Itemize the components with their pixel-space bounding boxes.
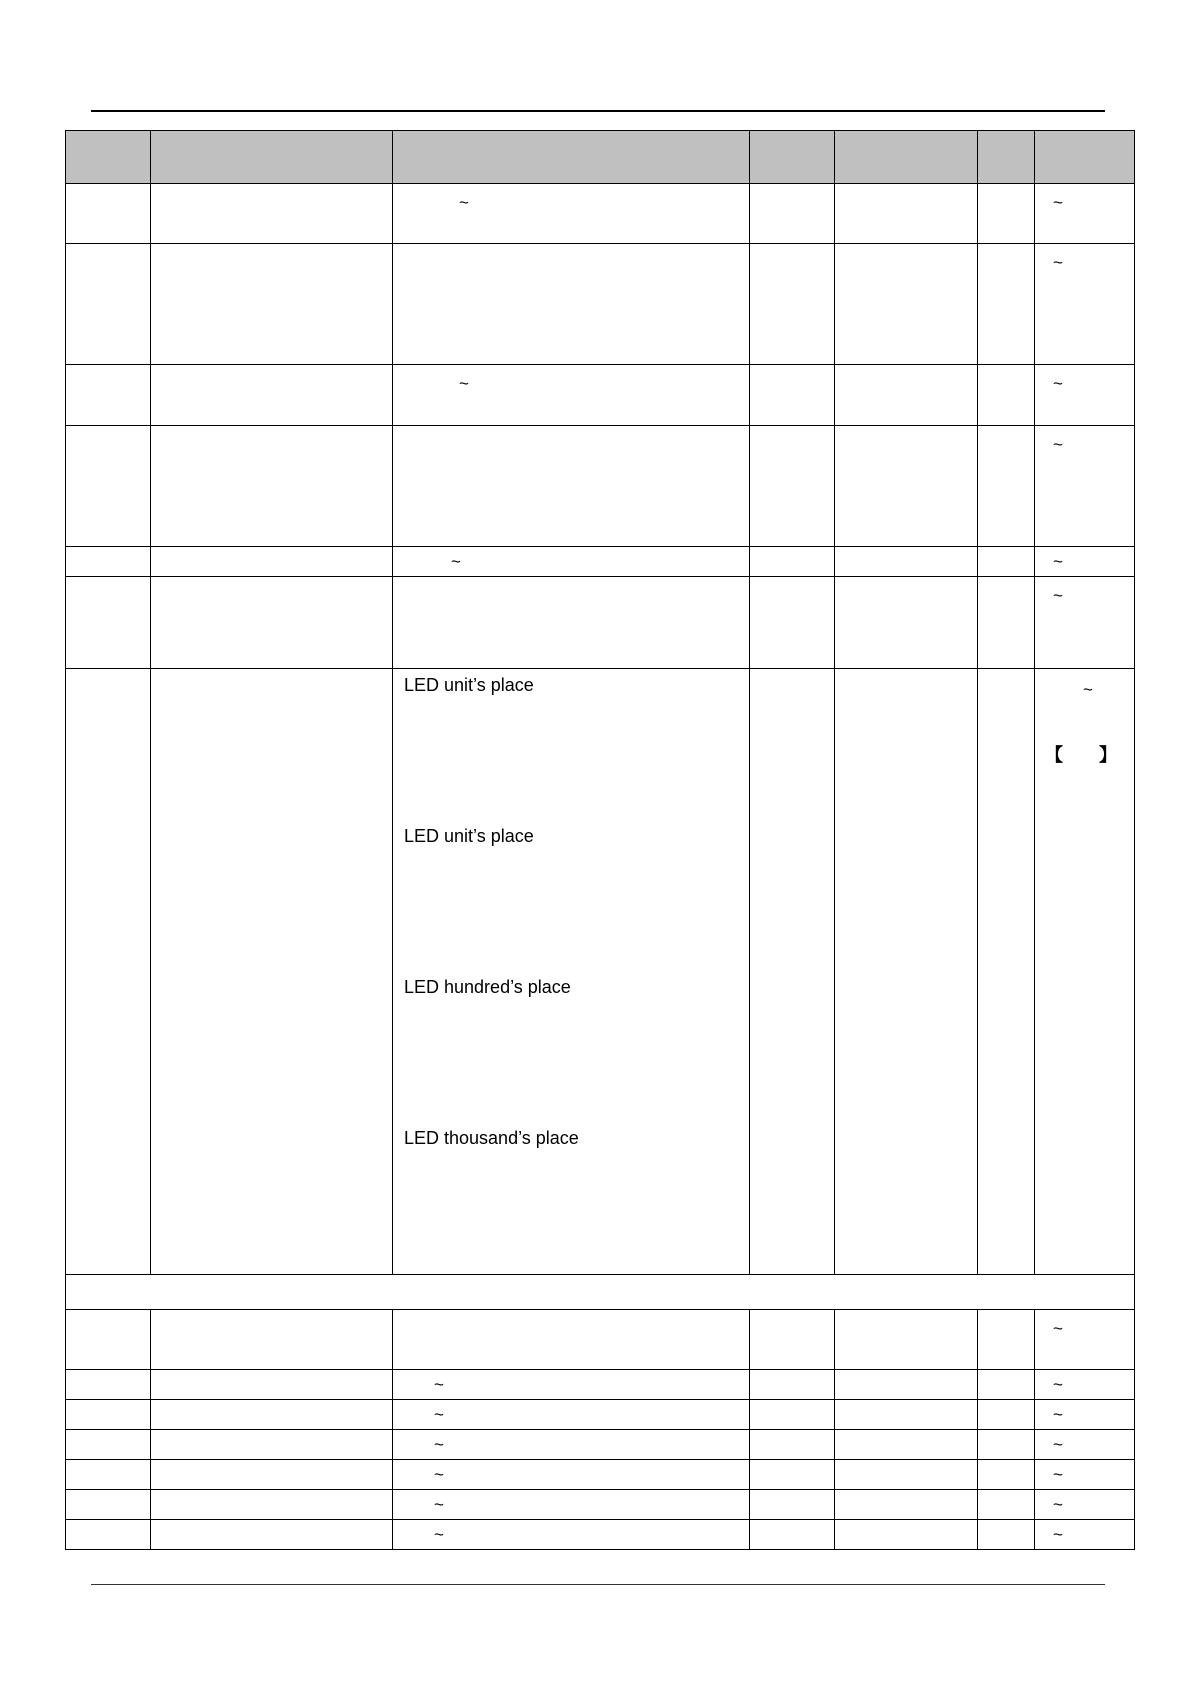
table-cell	[151, 1520, 393, 1550]
range-tilde: ~	[1053, 1525, 1063, 1544]
table-cell-description	[393, 426, 750, 547]
table-cell-description	[393, 577, 750, 669]
table-cell	[66, 184, 151, 244]
header-cell-code	[66, 131, 151, 184]
table-cell	[66, 1460, 151, 1490]
table-cell-range	[1035, 1400, 1135, 1430]
table-row	[66, 577, 1135, 669]
table-cell	[750, 547, 835, 577]
range-tilde: ~	[1053, 1405, 1063, 1424]
table-cell	[66, 1310, 151, 1370]
table-cell-range	[1035, 547, 1135, 577]
table-cell	[835, 1310, 978, 1370]
table-cell-description	[393, 1400, 750, 1430]
table-header-row	[66, 131, 1135, 184]
table-cell	[750, 244, 835, 365]
table-cell	[835, 577, 978, 669]
table-row	[66, 1520, 1135, 1550]
table-cell	[66, 1400, 151, 1430]
range-tilde: ~	[1053, 1465, 1063, 1484]
table-cell	[978, 1370, 1035, 1400]
table-cell	[750, 426, 835, 547]
description-tilde: ~	[434, 1435, 444, 1454]
table-cell-description	[393, 1490, 750, 1520]
table-cell-led-description	[393, 669, 750, 1275]
table-cell	[978, 1490, 1035, 1520]
table-cell-range	[1035, 365, 1135, 426]
table-cell	[978, 1520, 1035, 1550]
table-cell	[151, 1460, 393, 1490]
header-cell-range	[1035, 131, 1135, 184]
table-cell	[978, 244, 1035, 365]
table-cell	[978, 426, 1035, 547]
table-cell	[66, 577, 151, 669]
table-cell	[66, 1490, 151, 1520]
range-tilde: ~	[1053, 1435, 1063, 1454]
table-cell	[978, 669, 1035, 1275]
table-row	[66, 1310, 1135, 1370]
table-body-led	[66, 669, 1135, 1310]
table-cell	[750, 1310, 835, 1370]
footer-rule	[91, 1584, 1105, 1585]
table-cell-description	[393, 365, 750, 426]
description-tilde: ~	[459, 374, 469, 393]
header-cell-name	[151, 131, 393, 184]
table-cell	[835, 1460, 978, 1490]
table-cell-range	[1035, 1430, 1135, 1460]
table-row	[66, 365, 1135, 426]
table-cell-range	[1035, 1520, 1135, 1550]
table-cell	[151, 244, 393, 365]
table-cell-description	[393, 1430, 750, 1460]
table-cell	[750, 577, 835, 669]
range-tilde: ~	[1083, 680, 1093, 699]
table-cell	[66, 1520, 151, 1550]
section-title	[66, 1275, 1135, 1310]
table-cell	[835, 244, 978, 365]
table-cell-range	[1035, 1370, 1135, 1400]
table-row	[66, 1400, 1135, 1430]
table-cell	[750, 1460, 835, 1490]
description-tilde: ~	[434, 1375, 444, 1394]
range-tilde: ~	[1053, 1495, 1063, 1514]
header-cell-default	[835, 131, 978, 184]
table-cell	[835, 1490, 978, 1520]
description-tilde: ~	[459, 193, 469, 212]
header-cell-description	[393, 131, 750, 184]
table-cell-range	[1035, 1310, 1135, 1370]
header-rule	[91, 110, 1105, 112]
table-cell	[978, 1310, 1035, 1370]
table-cell-description	[393, 1310, 750, 1370]
table-cell	[750, 1400, 835, 1430]
table-cell	[750, 1430, 835, 1460]
table-cell	[66, 547, 151, 577]
table-cell	[835, 184, 978, 244]
table-cell-description	[393, 547, 750, 577]
table-cell	[978, 184, 1035, 244]
table-cell	[151, 1490, 393, 1520]
table-row	[66, 184, 1135, 244]
table-cell	[151, 1370, 393, 1400]
table-cell	[151, 184, 393, 244]
table-cell	[978, 1400, 1035, 1430]
section-row	[66, 1275, 1135, 1310]
table-cell	[151, 365, 393, 426]
table-cell-description	[393, 184, 750, 244]
range-tilde: ~	[1053, 435, 1063, 454]
table-body-top	[66, 184, 1135, 669]
table-cell	[151, 577, 393, 669]
table-cell	[151, 1310, 393, 1370]
table-cell	[66, 365, 151, 426]
table-cell-description	[393, 1460, 750, 1490]
table-cell	[151, 547, 393, 577]
range-tilde: ~	[1053, 1319, 1063, 1338]
table-cell	[978, 1430, 1035, 1460]
table-cell	[66, 244, 151, 365]
table-cell	[835, 1520, 978, 1550]
description-tilde: ~	[434, 1525, 444, 1544]
table-row	[66, 547, 1135, 577]
table-cell	[750, 1490, 835, 1520]
table-cell-range	[1035, 244, 1135, 365]
table-cell-description	[393, 244, 750, 365]
table-cell-led-range	[1035, 669, 1135, 1275]
table-cell	[750, 669, 835, 1275]
table-cell	[835, 1370, 978, 1400]
table-cell	[66, 1370, 151, 1400]
bracket-close: 】	[1099, 745, 1117, 765]
table-cell	[750, 1370, 835, 1400]
range-tilde: ~	[1053, 552, 1063, 571]
table-cell	[835, 547, 978, 577]
table-cell	[835, 426, 978, 547]
table-row	[66, 1460, 1135, 1490]
header-cell-attr	[978, 131, 1035, 184]
led-label-units: LED unit’s place	[404, 675, 534, 695]
table-cell	[151, 1400, 393, 1430]
table-cell-description	[393, 1370, 750, 1400]
table-cell	[835, 365, 978, 426]
table-cell-range	[1035, 577, 1135, 669]
table-cell	[750, 184, 835, 244]
table-cell	[835, 669, 978, 1275]
description-tilde: ~	[434, 1495, 444, 1514]
led-label-thousands: LED thousand’s place	[404, 1128, 579, 1148]
table-cell	[750, 1520, 835, 1550]
table-cell-range	[1035, 1460, 1135, 1490]
led-label-hundreds: LED hundred’s place	[404, 977, 571, 997]
range-tilde: ~	[1053, 586, 1063, 605]
table-cell	[750, 365, 835, 426]
table-row	[66, 1370, 1135, 1400]
table-cell	[835, 1400, 978, 1430]
table-row	[66, 1490, 1135, 1520]
table-cell	[151, 1430, 393, 1460]
table-cell	[151, 426, 393, 547]
description-tilde: ~	[434, 1465, 444, 1484]
description-tilde: ~	[451, 552, 461, 571]
range-tilde: ~	[1053, 253, 1063, 272]
table-cell	[978, 365, 1035, 426]
table-cell	[978, 1460, 1035, 1490]
table-cell	[835, 1430, 978, 1460]
table-cell	[151, 669, 393, 1275]
range-tilde: ~	[1053, 1375, 1063, 1394]
table-cell-range	[1035, 1490, 1135, 1520]
table-cell	[66, 1430, 151, 1460]
table-row-led-display	[66, 669, 1135, 1275]
table-cell	[978, 547, 1035, 577]
led-label-tens: LED unit’s place	[404, 826, 534, 846]
range-tilde: ~	[1053, 374, 1063, 393]
bracket-open: 【	[1045, 745, 1063, 765]
table-cell	[978, 577, 1035, 669]
parameter-table	[65, 130, 1135, 1550]
table-row	[66, 1430, 1135, 1460]
table-body-bottom	[66, 1310, 1135, 1550]
table-row	[66, 426, 1135, 547]
table-cell-range	[1035, 426, 1135, 547]
table-cell-description	[393, 1520, 750, 1550]
table-row	[66, 244, 1135, 365]
range-tilde: ~	[1053, 193, 1063, 212]
table-cell-range	[1035, 184, 1135, 244]
description-tilde: ~	[434, 1405, 444, 1424]
table-cell	[66, 669, 151, 1275]
header-cell-unit	[750, 131, 835, 184]
table-cell	[66, 426, 151, 547]
